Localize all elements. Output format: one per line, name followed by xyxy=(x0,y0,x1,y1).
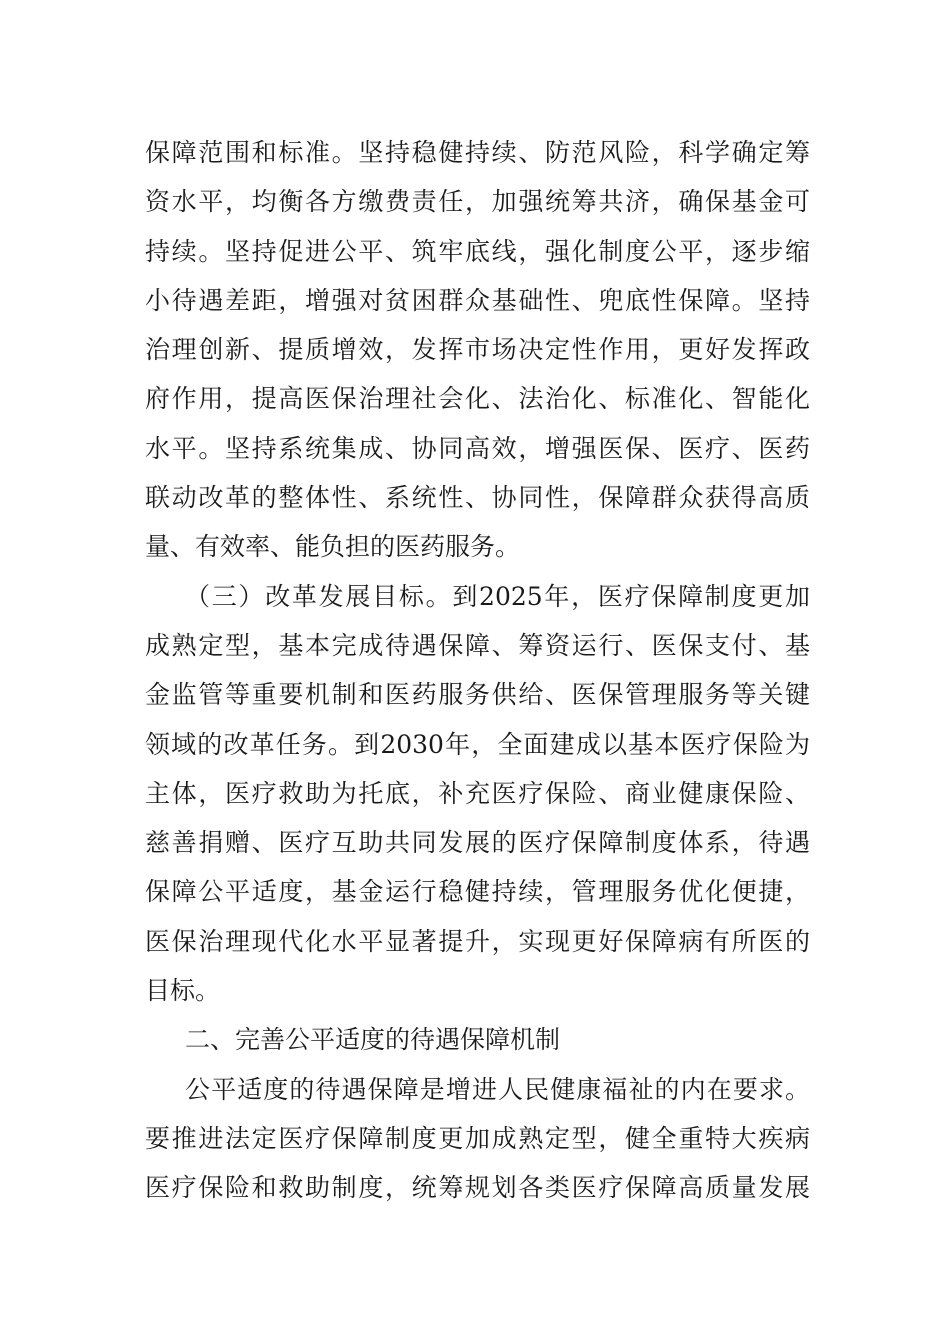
text-line: 联动改革的整体性、系统性、协同性，保障群众获得高质 xyxy=(145,483,810,513)
text-line: 府作用，提高医保治理社会化、法治化、标准化、智能化 xyxy=(145,384,810,414)
text-line: 目标。 xyxy=(145,976,221,1006)
section-heading: 二、完善公平适度的待遇保障机制 xyxy=(185,1025,561,1055)
text-line: 慈善捐赠、医疗互助共同发展的医疗保障制度体系，待遇 xyxy=(145,828,810,858)
text-line: 持续。坚持促进公平、筑牢底线，强化制度公平，逐步缩 xyxy=(145,236,810,266)
text-line: 主体，医疗救助为托底，补充医疗保险、商业健康保险、 xyxy=(145,778,810,808)
text-line: 公平适度的待遇保障是增进人民健康福祉的内在要求。 xyxy=(185,1074,810,1104)
text-line: 水平。坚持系统集成、协同高效，增强医保、医疗、医药 xyxy=(145,433,810,463)
text-line: 资水平，均衡各方缴费责任，加强统筹共济，确保基金可 xyxy=(145,187,810,217)
text-line: 金监管等重要机制和医药服务供给、医保管理服务等关键 xyxy=(145,680,810,710)
text-line: 成熟定型，基本完成待遇保障、筹资运行、医保支付、基 xyxy=(145,630,810,660)
text-line: 治理创新、提质增效，发挥市场决定性作用，更好发挥政 xyxy=(145,335,810,365)
document-body xyxy=(145,128,810,1213)
paragraph-heading-line: （三）改革发展目标。到2025年，医疗保障制度更加 xyxy=(185,581,810,611)
text-line: 量、有效率、能负担的医药服务。 xyxy=(145,532,521,562)
text-line: 保障范围和标准。坚持稳健持续、防范风险，科学确定筹 xyxy=(145,138,810,167)
text-line: 医保治理现代化水平显著提升，实现更好保障病有所医的 xyxy=(145,926,810,956)
text-line: 医疗保险和救助制度，统筹规划各类医疗保障高质量发展 xyxy=(145,1173,810,1203)
text-line: 小待遇差距，增强对贫困群众基础性、兜底性保障。坚持 xyxy=(145,285,810,315)
text-line: 领域的改革任务。到2030年，全面建成以基本医疗保险为 xyxy=(145,729,810,759)
text-line: 保障公平适度，基金运行稳健持续，管理服务优化便捷， xyxy=(145,877,810,907)
text-line: 要推进法定医疗保障制度更加成熟定型，健全重特大疾病 xyxy=(145,1123,810,1153)
